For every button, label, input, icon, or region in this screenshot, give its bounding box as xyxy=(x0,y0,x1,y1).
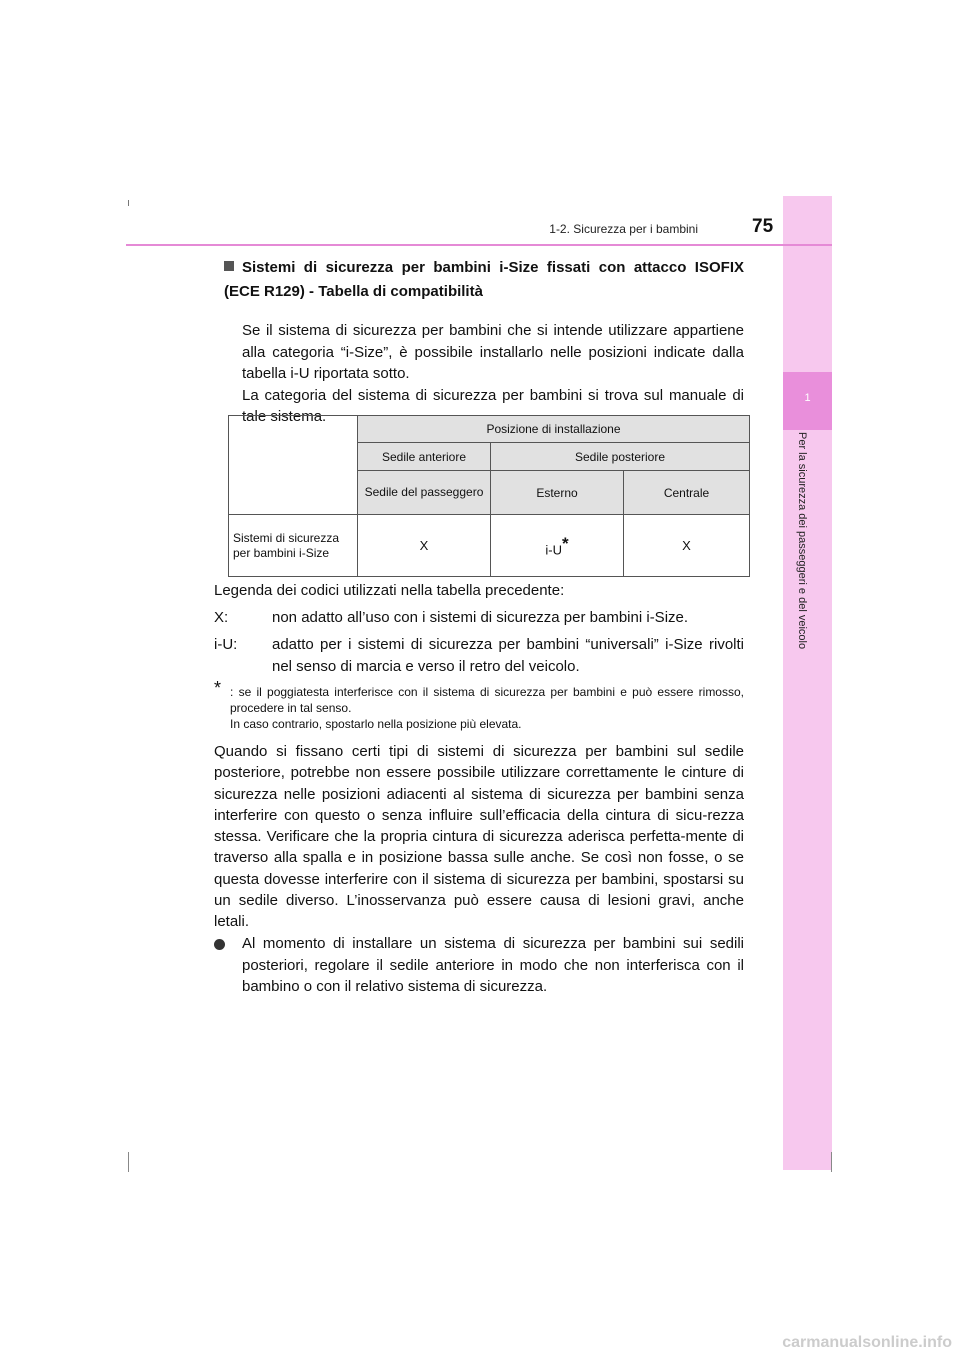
chapter-label: Per la sicurezza dei passeggeri e del veicolo xyxy=(796,432,808,650)
section-title: 1-2. Sicurezza per i bambini xyxy=(549,222,698,236)
table-corner-cell xyxy=(229,416,358,515)
square-bullet-icon xyxy=(224,261,234,271)
table-star: * xyxy=(561,533,569,553)
intro-paragraph: La categoria del sistema di sicurezza per bambini si trova sul manuale di tale sistema. xyxy=(242,386,744,425)
chapter-number: 1 xyxy=(804,392,811,404)
bullet-dot-icon xyxy=(214,939,225,950)
table-cell-center: X xyxy=(624,515,750,577)
crop-mark xyxy=(831,1152,832,1172)
legend-text: adatto per i sistemi di sicurezza per bambini “universali” i-Size rivolti nel senso di marcia e verso il retro del veicolo. xyxy=(272,636,744,675)
crop-mark xyxy=(128,200,129,206)
legend-title: Legenda dei codici utilizzati nella tabella precedente: xyxy=(214,582,565,599)
bullet-text: Al momento di installare un sistema di sicurezza per bambini sui sedili posteriori, regolare il sedile anteriore in modo che non interferisca con il bambino o con il relativo sistema di sicurezza. xyxy=(242,935,744,995)
page-number: 75 xyxy=(752,216,774,237)
body-paragraph: Quando si fissano certi tipi di sistemi di sicurezza per bambini sul sedile posteriore, potrebbe non essere possibile utilizzare correttamente le cinture di sicurezza nelle posizioni adiacenti al sistema di sicurezza per bambini senza interferire con questo o senza influire sull’efficacia della cintura di sicu-rezza stessa. Verificare che la propria cintura di sicurezza aderisca perfetta-mente di traverso alla spalla e in posizione bassa sulle anche. Se così non fosse, o se questa dovesse interferire con il sistema di sicurezza per bambini, spostarsi su un sedile diverso. L’inosservanza può essere causa di lesioni gravi, anche letali. xyxy=(214,743,744,931)
table-header-passenger: Sedile del passeggero xyxy=(358,471,491,515)
footnote-text xyxy=(230,684,744,732)
legend-item xyxy=(214,634,744,678)
table-header-rear: Sedile posteriore xyxy=(491,443,750,471)
table-header-front: Sedile anteriore xyxy=(358,443,491,471)
footnote-star: * xyxy=(214,678,222,698)
legend-item xyxy=(214,607,744,629)
legend-code: i-U: xyxy=(214,636,238,653)
footnote-line: In caso contrario, spostarlo nella posizione più elevata. xyxy=(230,717,522,731)
header-rule xyxy=(126,244,832,246)
legend-text: non adatto all’uso con i sistemi di sicurezza per bambini i-Size. xyxy=(272,609,689,626)
chapter-tab-strip xyxy=(783,196,832,1170)
intro-paragraph: Se il sistema di sicurezza per bambini che si intende utilizzare appartiene alla categoria “i-Size”, è possibile installarlo nelle posizioni indicate dalla tabella i-U riportata sotto. xyxy=(242,322,744,382)
table-cell-outer-value: i-U xyxy=(545,542,562,558)
crop-mark xyxy=(128,1152,129,1172)
footnote-line: : se il poggiatesta interferisce con il sistema di sicurezza per bambini e può essere rimosso, procedere in tal senso. xyxy=(230,685,744,715)
intro-text xyxy=(242,320,744,428)
table-header-installation: Posizione di installazione xyxy=(358,416,750,443)
heading-text: Sistemi di sicurezza per bambini i-Size fissati con attacco ISOFIX (ECE R129) - Tabella di compatibilità xyxy=(224,259,744,300)
table-cell-front: X xyxy=(358,515,491,577)
watermark: carmanualsonline.info xyxy=(782,1334,952,1351)
section-heading xyxy=(224,256,744,304)
table-header-outer: Esterno xyxy=(491,471,624,515)
legend-code: X: xyxy=(214,609,229,626)
table-row-label: Sistemi di sicurezza per bambini i-Size xyxy=(229,515,358,577)
table-header-center: Centrale xyxy=(624,471,750,515)
compatibility-table xyxy=(228,415,750,577)
table-cell-outer xyxy=(491,515,624,577)
